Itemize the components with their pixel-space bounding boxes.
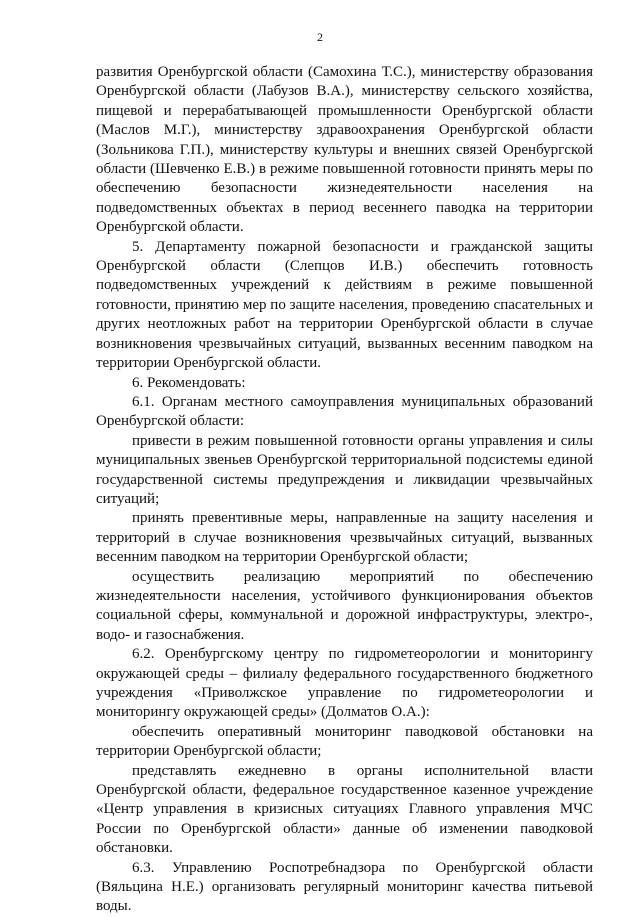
page-number: 2: [317, 30, 323, 44]
paragraph-item-5: 5. Департаменту пожарной безопасности и гражданской защиты Оренбургской области (Слепцов И.В.) обеспечить готовность подведомственных учреждений к действиям в режиме повышенной готовности, принятию мер по защите населения, проведению спасательных и других неотложных работ на территории Оренбургской области в случае возникновения чрезвычайных ситуаций, вызванных весенним паводком на территории Оренбургской области.: [96, 238, 593, 372]
paragraph-item-6-2: 6.2. Оренбургскому центру по гидрометеорологии и мониторингу окружающей среды – филиалу федерального государственного бюджетного учреждения «Приволжское управление по гидрометеорологии и мониторингу окружающей среды» (Долматов О.А.):: [96, 646, 593, 721]
document-body: [96, 63, 593, 917]
paragraph-item-6-3: 6.3. Управлению Роспотребнадзора по Оренбургской области (Вяльцина Н.Е.) организовать регулярный мониторинг качества питьевой воды.: [96, 859, 593, 915]
paragraph-6-2-monitoring: обеспечить оперативный мониторинг паводковой обстановки на территории Оренбургской области;: [96, 723, 593, 760]
paragraph-6-1-life-support: осуществить реализацию мероприятий по обеспечению жизнедеятельности населения, устойчивого функционирования объектов социальной сферы, коммунальной и дорожной инфраструктуры, электро-, водо- и газоснабжения.: [96, 568, 593, 643]
paragraph-6-1-readiness: привести в режим повышенной готовности органы управления и силы муниципальных звеньев Оренбургской территориальной подсистемы единой государственной системы предупреждения и ликвидации чрезвычайных ситуаций;: [96, 432, 593, 507]
paragraph-6-2-reporting: представлять ежедневно в органы исполнительной власти Оренбургской области, федеральное государственное казенное учреждение «Центр управления в кризисных ситуациях Главного управления МЧС России по Оренбургской области» данные об изменении паводковой обстановки.: [96, 762, 593, 857]
paragraph-item-6-1: 6.1. Органам местного самоуправления муниципальных образований Оренбургской области:: [96, 393, 593, 430]
paragraph-6-1-preventive: принять превентивные меры, направленные на защиту населения и территорий в случае возникновения чрезвычайных ситуаций, вызванных весенним паводком на территории Оренбургской области;: [96, 510, 593, 566]
paragraph-continuation: развития Оренбургской области (Самохина Т.С.), министерству образования Оренбургской области (Лабузов В.А.), министерству сельского хозяйства, пищевой и перерабатывающей промышленности Оренбургской области (Маслов М.Г.), министерству здравоохранения Оренбургской области (Зольникова Г.П.), министерству культуры и внешних связей Оренбургской области (Шевченко Е.В.) в режиме повышенной готовности принять меры по обеспечению безопасности жизнедеятельности населения на подведомственных объектах в период весеннего паводка на территории Оренбургской области.: [96, 64, 593, 236]
paragraph-item-6: 6. Рекомендовать:: [132, 374, 246, 391]
